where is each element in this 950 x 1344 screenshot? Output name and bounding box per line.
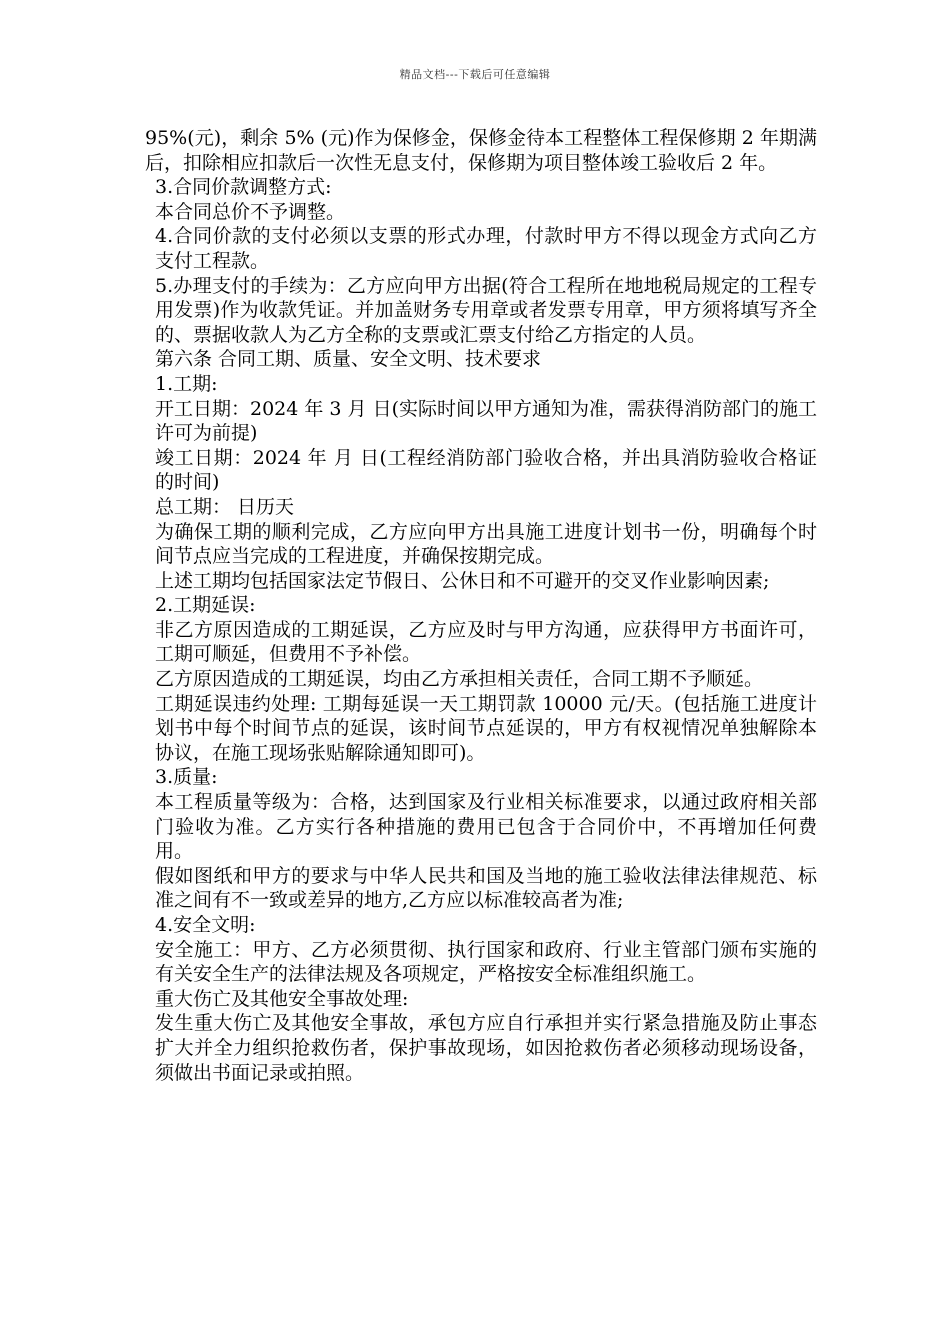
paragraph: 5.办理支付的手续为：乙方应向甲方出据(符合工程所在地地税局规定的工程专用发票)作为收款凭证。并加盖财务专用章或者发票专用章，甲方须将填写齐全的、票据收款人为乙方全称的支票或汇票支付给乙方指定的人员。 [155,274,817,346]
document-body [145,126,817,1085]
paragraph: 上述工期均包括国家法定节假日、公休日和不可避开的交叉作业影响因素; [155,569,770,592]
paragraph: 3.合同价款调整方式: [155,176,332,199]
paragraph: 4.安全文明: [155,914,256,936]
paragraph: 本合同总价不予调整。 [155,200,346,223]
paragraph: 本工程质量等级为：合格，达到国家及行业相关标准要求，以通过政府相关部门验收为准。乙方实行各种措施的费用已包含于合同价中，不再增加任何费用。 [155,791,817,863]
paragraph: 非乙方原因造成的工期延误，乙方应及时与甲方沟通，应获得甲方书面许可，工期可顺延，但费用不予补偿。 [155,618,817,666]
paragraph: 重大伤亡及其他安全事故处理: [155,987,409,1010]
paragraph: 95%(元)，剩余 5% (元)作为保修金，保修金待本工程整体工程保修期 2 年期满后，扣除相应扣款后一次性无息支付，保修期为项目整体竣工验收后 2 年。 [145,127,817,174]
page-header: 精品文档---下载后可任意编辑 [399,68,551,81]
paragraph: 假如图纸和甲方的要求与中华人民共和国及当地的施工验收法律法律规范、标准之间有不一致或差异的地方,乙方应以标准较高者为准; [155,864,817,912]
paragraph: 为确保工期的顺利完成，乙方应向甲方出具施工进度计划书一份，明确每个时间节点应当完成的工程进度，并确保按期完成。 [155,520,817,568]
section-heading: 第六条 合同工期、质量、安全文明、技术要求 [155,348,542,371]
paragraph: 2.工期延误: [155,594,256,617]
paragraph: 开工日期：2024 年 3 月 日(实际时间以甲方通知为准，需获得消防部门的施工许可为前提) [155,397,818,445]
paragraph: 工期延误违约处理: 工期每延误一天工期罚款 10000 元/天。(包括施工进度计划书中每个时间节点的延误，该时间节点延误的，甲方有权视情况单独解除本协议，在施工现场张贴解除通知即可)。 [155,692,817,764]
paragraph: 1.工期: [155,372,218,395]
paragraph: 4.合同价款的支付必须以支票的形式办理，付款时甲方不得以现金方式向乙方支付工程款。 [155,225,817,272]
paragraph: 安全施工：甲方、乙方必须贯彻、执行国家和政府、行业主管部门颁布实施的有关安全生产的法律法规及各项规定，严格按安全标准组织施工。 [155,938,817,986]
paragraph: 发生重大伤亡及其他安全事故，承包方应自行承担并实行紧急措施及防止事态扩大并全力组织抢救伤者，保护事故现场，如因抢救伤者必须移动现场设备，须做出书面记录或拍照。 [155,1012,817,1084]
paragraph: 乙方原因造成的工期延误，均由乙方承担相关责任，合同工期不予顺延。 [155,668,764,691]
paragraph: 总工期： 日历天 [155,495,295,518]
paragraph: 竣工日期：2024 年 月 日(工程经消防部门验收合格，并出具消防验收合格证的时间) [155,446,817,494]
paragraph: 3.质量: [155,766,218,789]
